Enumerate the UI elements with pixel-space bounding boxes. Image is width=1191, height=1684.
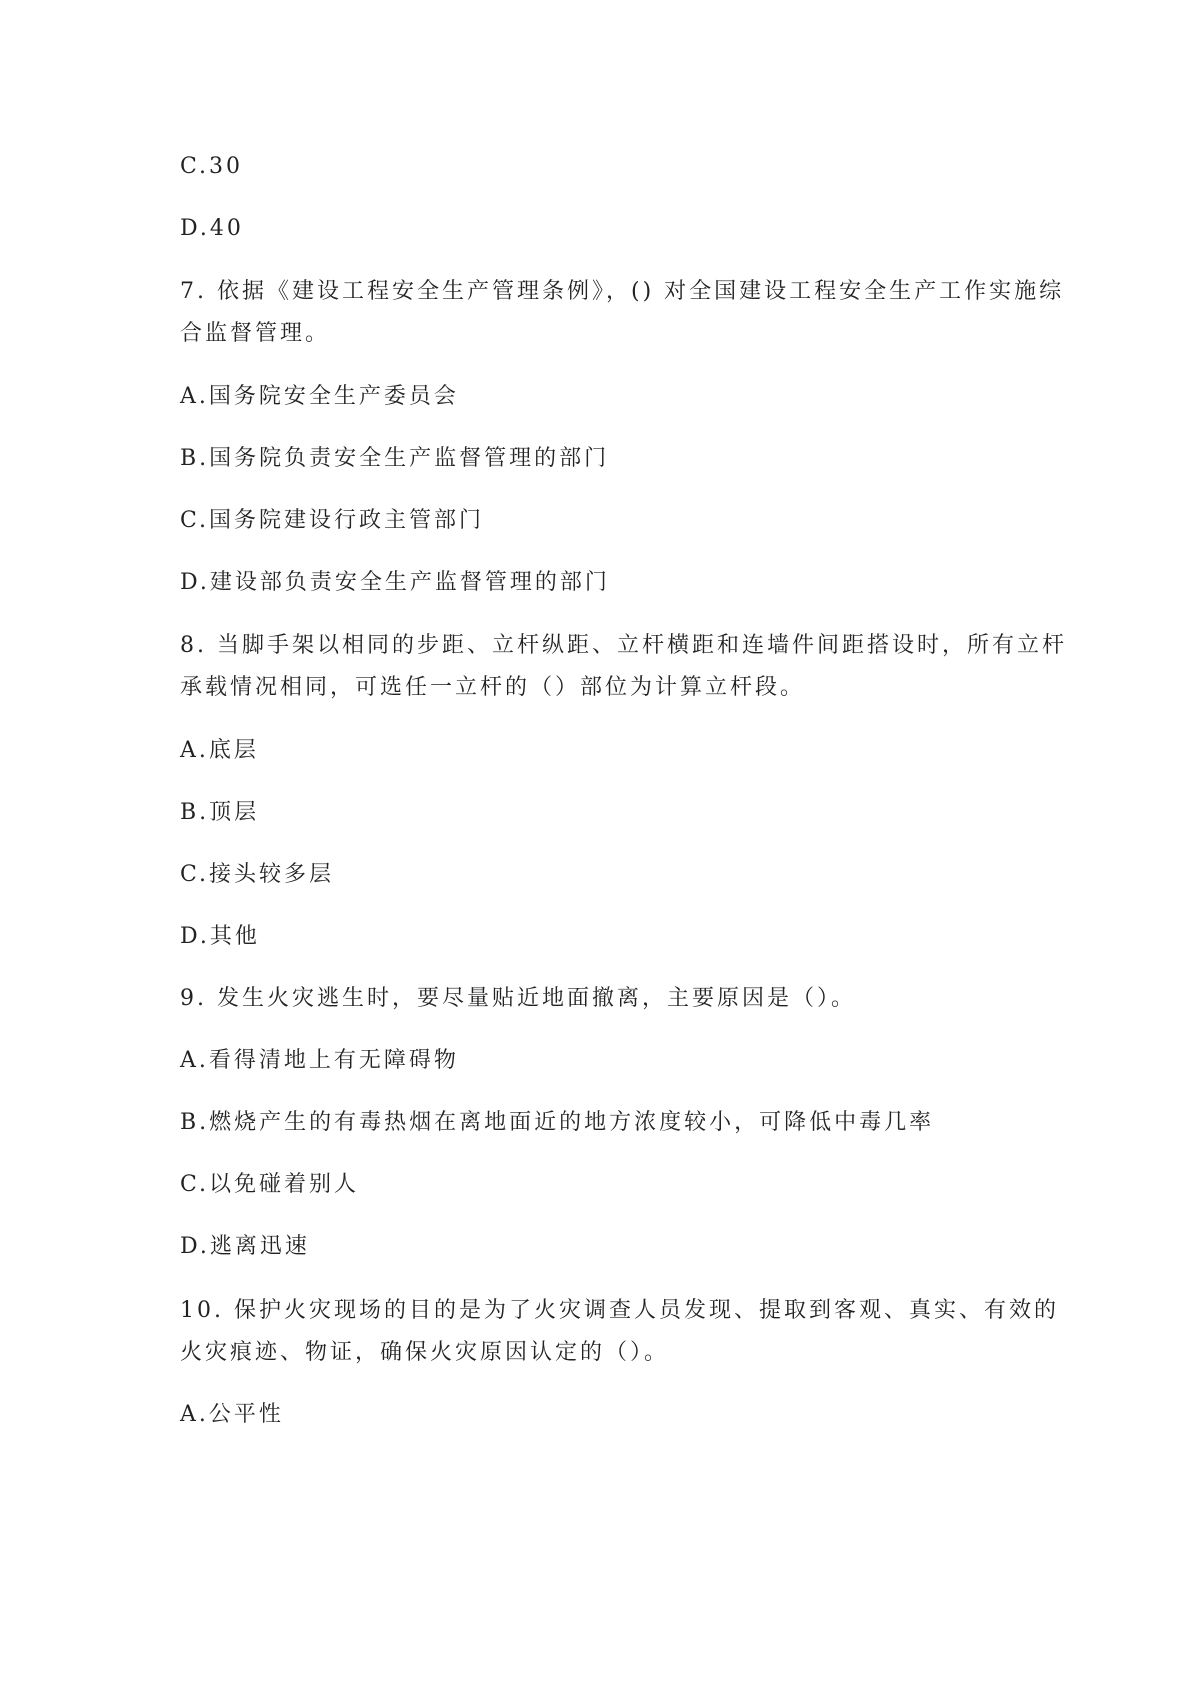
option-d-q8: D.其他 xyxy=(180,924,260,949)
question-8-line-2: 承载情况相同，可选任一立杆的（）部位为计算立杆段。 xyxy=(180,675,806,700)
option-c-q9: C.以免碰着别人 xyxy=(180,1172,360,1197)
option-d-q7: D.建设部负责安全生产监督管理的部门 xyxy=(180,570,610,595)
question-8-line-1: 8. 当脚手架以相同的步距、立杆纵距、立杆横距和连墙件间距搭设时，所有立杆 xyxy=(180,633,1067,658)
question-7-line-1: 7. 依据《建设工程安全生产管理条例》，() 对全国建设工程安全生产工作实施综 xyxy=(180,279,1065,304)
question-10-line-1: 10. 保护火灾现场的目的是为了火灾调查人员发现、提取到客观、真实、有效的 xyxy=(180,1298,1059,1323)
option-c-q7: C.国务院建设行政主管部门 xyxy=(180,508,485,533)
option-c-q6: C.30 xyxy=(180,154,244,179)
question-9: 9. 发生火灾逃生时，要尽量贴近地面撤离，主要原因是（）。 xyxy=(180,986,856,1011)
option-a-q7: A.国务院安全生产委员会 xyxy=(180,384,459,409)
option-a-q10: A.公平性 xyxy=(180,1402,284,1427)
option-a-q9: A.看得清地上有无障碍物 xyxy=(180,1048,459,1073)
option-d-q9: D.逃离迅速 xyxy=(180,1234,310,1259)
option-b-q9: B.燃烧产生的有毒热烟在离地面近的地方浓度较小，可降低中毒几率 xyxy=(180,1110,935,1135)
question-10-line-2: 火灾痕迹、物证，确保火灾原因认定的（）。 xyxy=(180,1340,670,1365)
option-b-q8: B.顶层 xyxy=(180,800,260,825)
option-b-q7: B.国务院负责安全生产监督管理的部门 xyxy=(180,446,610,471)
option-c-q8: C.接头较多层 xyxy=(180,862,335,887)
option-d-q6: D.40 xyxy=(180,216,244,241)
question-7-line-2: 合监督管理。 xyxy=(180,321,331,346)
option-a-q8: A.底层 xyxy=(180,738,259,763)
